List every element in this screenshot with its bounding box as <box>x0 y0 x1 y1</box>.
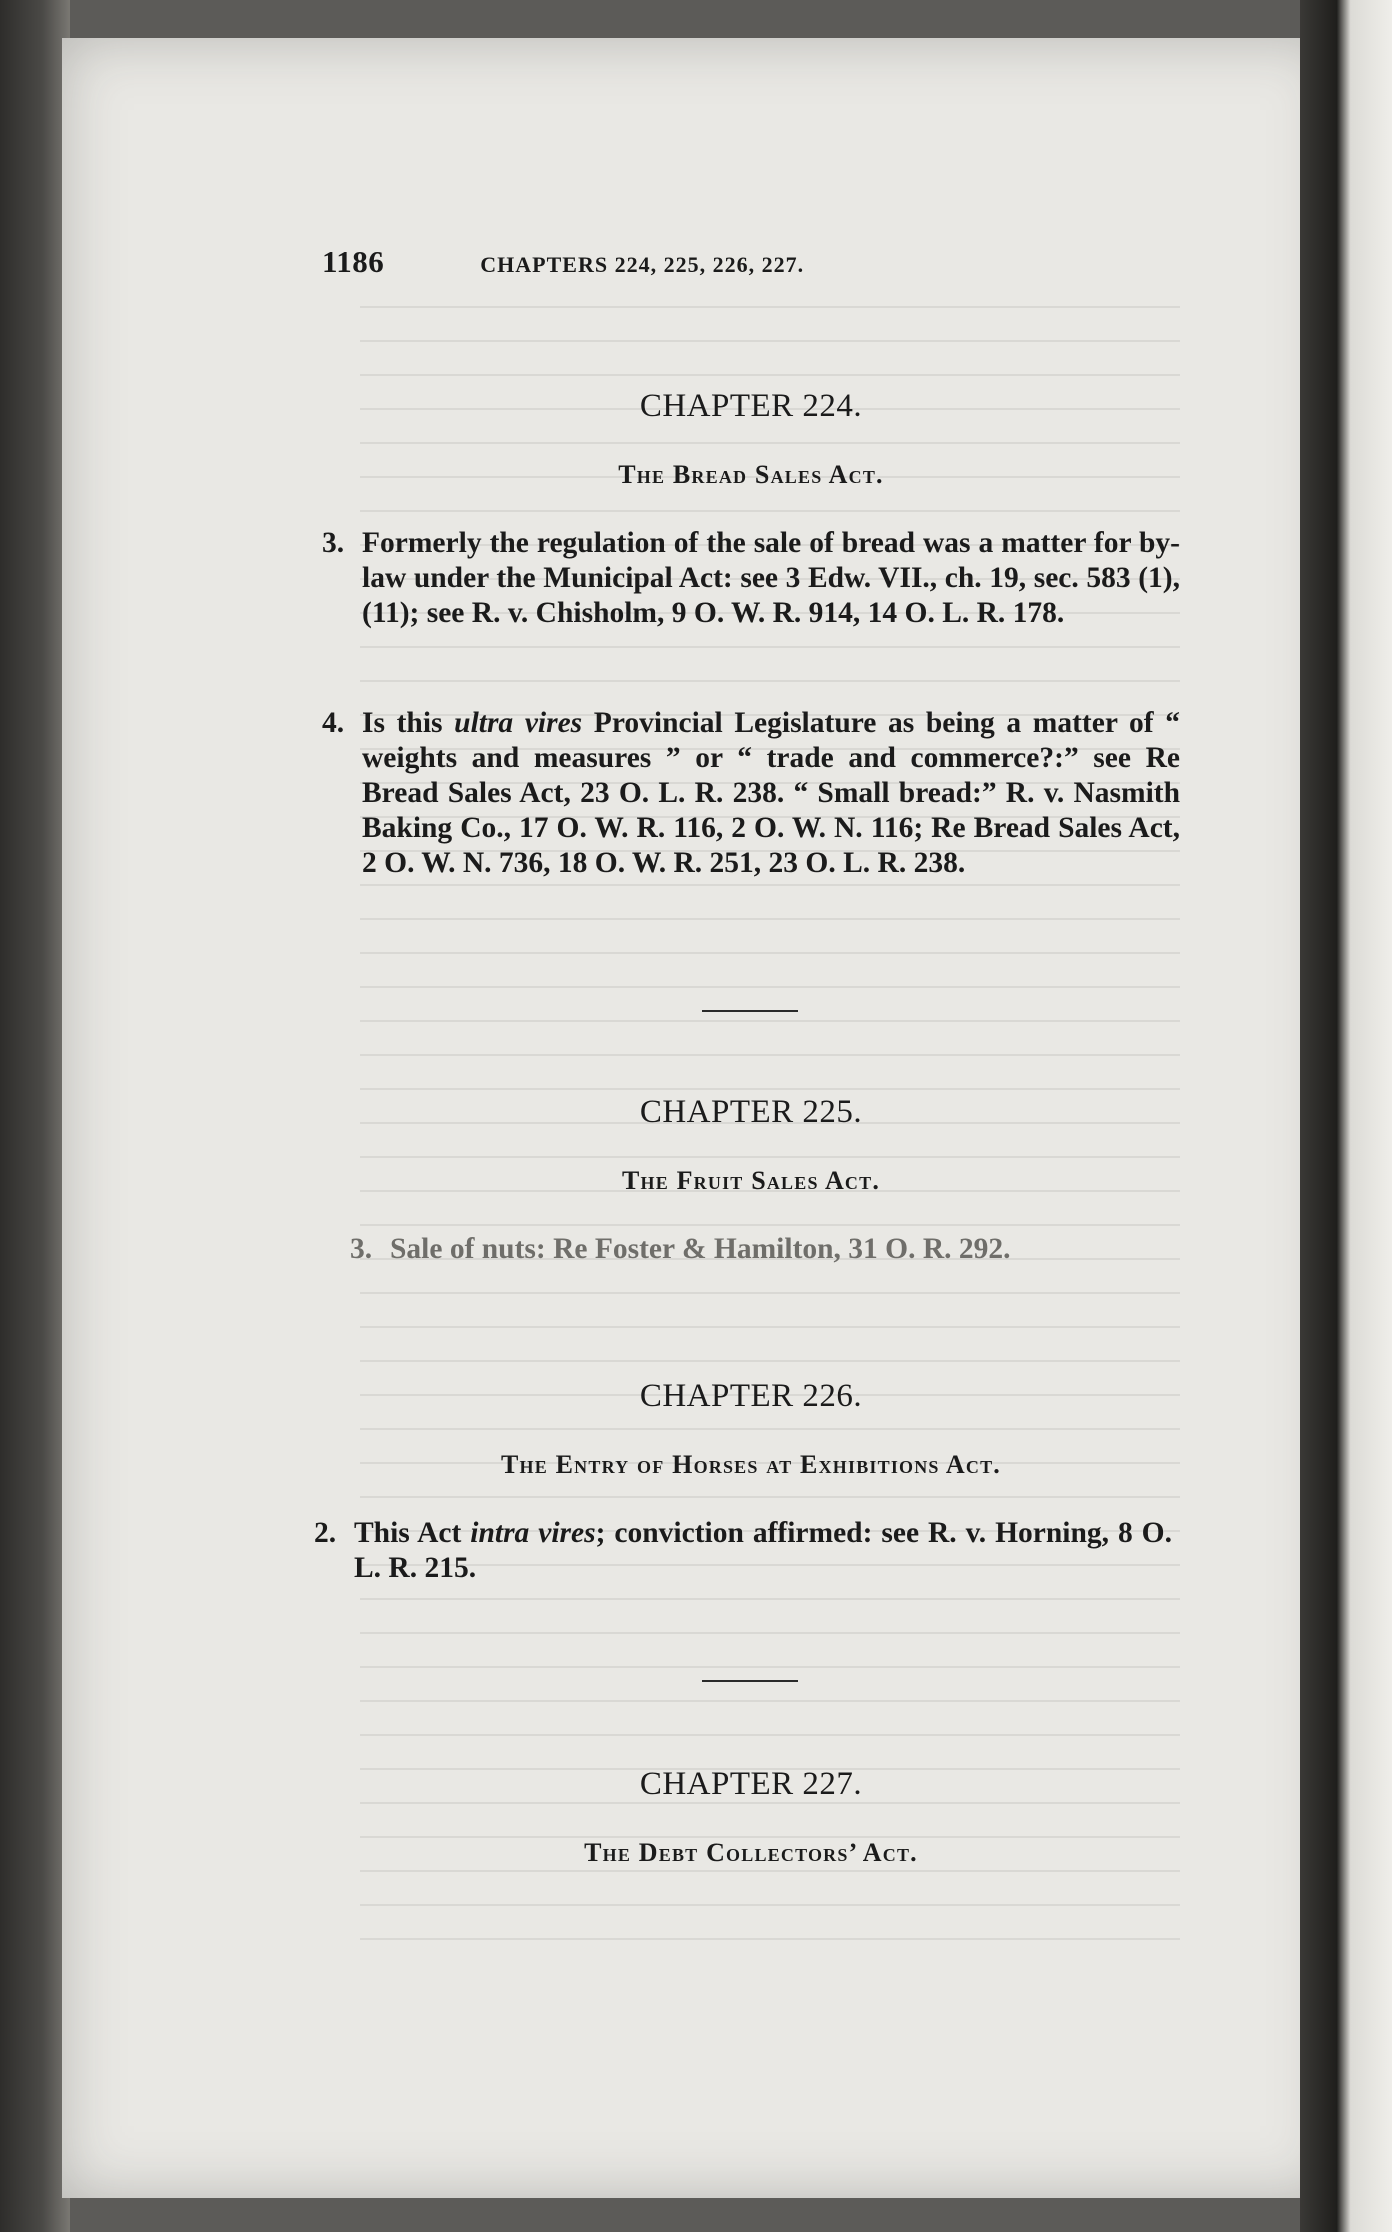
note-text-before: This Act <box>354 1517 471 1549</box>
section-divider <box>322 1010 1180 1012</box>
act-title: The Bread Sales Act. <box>618 460 884 489</box>
note-text-before: Is this <box>362 707 455 739</box>
act-title: The Entry of Horses at Exhibitions Act. <box>500 1450 1001 1479</box>
note-224-3 <box>322 526 1180 631</box>
note-text: Sale of nuts: Re Foster & Hamilton, 31 O. R. 292. <box>390 1233 1011 1265</box>
act-title: The Debt Collectors’ Act. <box>584 1838 918 1867</box>
chapter-227-heading-block <box>322 1766 1180 1803</box>
chapter-225-heading-block <box>322 1094 1180 1131</box>
act-title: The Fruit Sales Act. <box>621 1166 881 1195</box>
scan-edge <box>0 0 70 2232</box>
chapter-226-act-block <box>322 1450 1180 1480</box>
chapter-226-heading-block <box>322 1378 1180 1415</box>
page-number: 1186 <box>322 244 385 279</box>
note-number: 2. <box>314 1517 337 1549</box>
note-text-after: Provincial Legislature as being a matter of “ weights and measures ” or “ trade and commerce?:” see Re Bread Sales Act, 23 O. L. R. 238. “ Small bread:” R. v. Nasmith Baking Co., 17 O. W. R. 116, 2 O. W. N. 116; Re Bread Sales Act, 2 O. W. N. 736, 18 O. W. R. 251, 23 O. L. R. 238. <box>362 707 1181 879</box>
running-title: CHAPTERS 224, 225, 226, 227. <box>480 252 805 277</box>
note-226-2 <box>314 1516 1172 1586</box>
note-text: Formerly the regulation of the sale of bread was a matter for by-law under the Municipal Act: see 3 Edw. VII., ch. 19, sec. 583 (1), (11); see R. v. Chisholm, 9 O. W. R. 914, 14 O. L. R. 178. <box>362 527 1180 629</box>
note-225-3 <box>350 1232 1208 1267</box>
note-text-after: ; conviction affirmed: see R. v. Horning, 8 O. L. R. 215. <box>354 1517 1173 1584</box>
note-number: 4. <box>322 707 345 739</box>
chapter-227-act-block <box>322 1838 1180 1868</box>
note-number: 3. <box>350 1233 373 1265</box>
page-gutter-shadow <box>1300 0 1392 2232</box>
chapter-224-act-block <box>322 460 1180 490</box>
running-head <box>322 244 1180 284</box>
chapter-225-act-block <box>322 1166 1180 1196</box>
note-italic: intra vires <box>470 1517 596 1549</box>
chapter-heading: CHAPTER 224. <box>639 388 863 424</box>
note-224-4 <box>322 706 1180 881</box>
chapter-heading: CHAPTER 226. <box>639 1378 863 1414</box>
chapter-heading: CHAPTER 227. <box>639 1766 863 1802</box>
section-divider <box>322 1680 1180 1682</box>
note-italic: ultra vires <box>454 707 583 739</box>
note-number: 3. <box>322 527 345 559</box>
chapter-224-heading-block <box>322 388 1180 425</box>
chapter-heading: CHAPTER 225. <box>639 1094 863 1130</box>
